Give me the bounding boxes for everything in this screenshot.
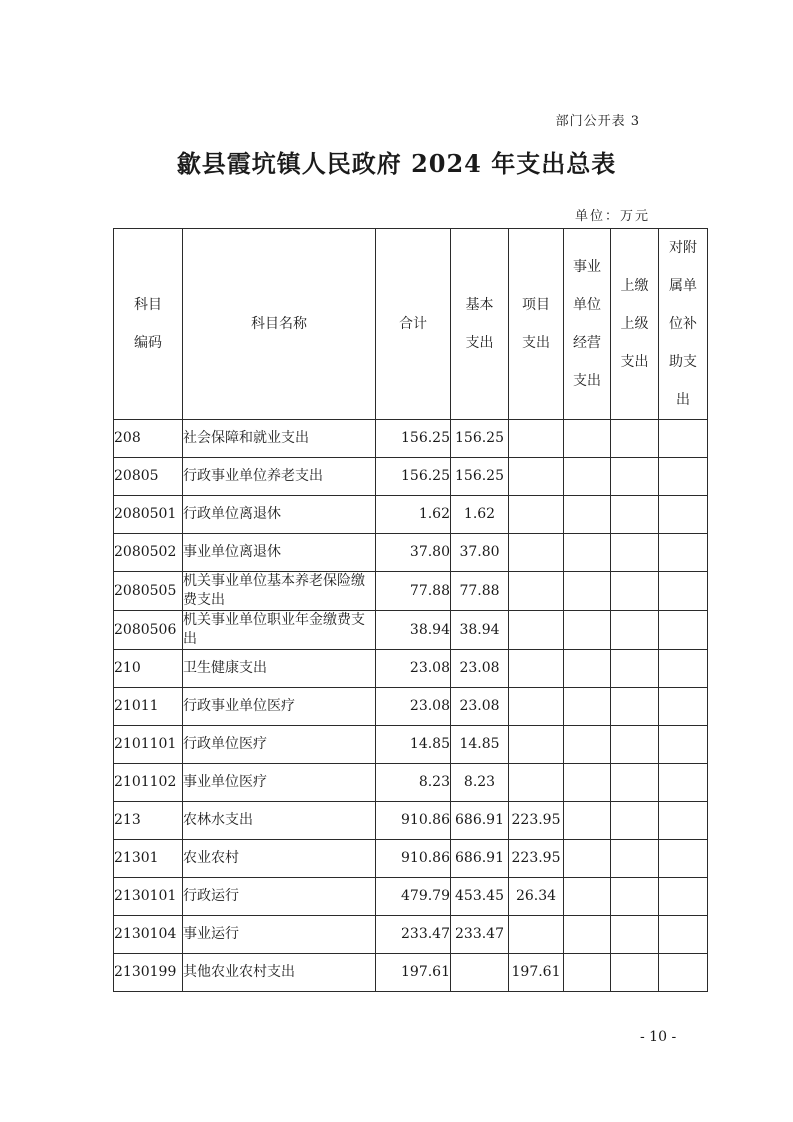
cell-basic: 453.45 [451,878,509,916]
cell-code: 2101101 [114,726,183,764]
table-body [114,420,708,992]
col-header-subsidy [659,229,708,420]
unit-label: 单位：万元 [574,209,650,224]
cell-name: 事业单位离退休 [183,534,376,572]
cell-project [509,572,564,611]
cell-name: 卫生健康支出 [183,650,376,688]
table-row [114,688,708,726]
cell-code: 2101102 [114,764,183,802]
cell-subsidy [659,496,708,534]
table-row [114,458,708,496]
cell-name: 农业农村 [183,840,376,878]
cell-code: 2130199 [114,954,183,992]
cell-operating [564,688,611,726]
cell-upper [611,954,659,992]
cell-project: 197.61 [509,954,564,992]
cell-basic: 156.25 [451,420,509,458]
cell-total: 156.25 [376,420,451,458]
col-header-total-label: 合计 [399,316,427,332]
cell-upper [611,572,659,611]
cell-subsidy [659,916,708,954]
table-row [114,764,708,802]
cell-operating [564,458,611,496]
cell-upper [611,496,659,534]
cell-total: 233.47 [376,916,451,954]
cell-upper [611,458,659,496]
table-row [114,878,708,916]
cell-subsidy [659,764,708,802]
cell-operating [564,572,611,611]
cell-operating [564,840,611,878]
cell-upper [611,420,659,458]
cell-basic: 156.25 [451,458,509,496]
cell-code: 20805 [114,458,183,496]
cell-operating [564,726,611,764]
cell-subsidy [659,420,708,458]
cell-operating [564,650,611,688]
cell-name: 行政单位医疗 [183,726,376,764]
cell-name: 行政事业单位养老支出 [183,458,376,496]
cell-basic: 23.08 [451,688,509,726]
cell-basic: 1.62 [451,496,509,534]
cell-subsidy [659,726,708,764]
cell-total: 197.61 [376,954,451,992]
cell-project [509,916,564,954]
cell-total: 1.62 [376,496,451,534]
cell-code: 208 [114,420,183,458]
cell-basic: 14.85 [451,726,509,764]
cell-name: 行政事业单位医疗 [183,688,376,726]
cell-name: 社会保障和就业支出 [183,420,376,458]
page-number: - 10 - [640,1029,677,1045]
cell-total: 479.79 [376,878,451,916]
col-header-code [114,229,183,420]
cell-basic: 233.47 [451,916,509,954]
page-title: 歙县霞坑镇人民政府 2024 年支出总表 [176,149,617,178]
cell-code: 2130101 [114,878,183,916]
cell-operating [564,496,611,534]
cell-subsidy [659,572,708,611]
cell-basic [451,954,509,992]
cell-project [509,611,564,650]
col-header-upper [611,229,659,420]
cell-subsidy [659,802,708,840]
cell-operating [564,954,611,992]
cell-subsidy [659,650,708,688]
cell-project [509,496,564,534]
cell-project: 223.95 [509,802,564,840]
cell-total: 23.08 [376,688,451,726]
cell-project [509,726,564,764]
col-header-project-label: 项目支出 [522,297,550,351]
cell-basic: 8.23 [451,764,509,802]
table-row [114,496,708,534]
cell-code: 210 [114,650,183,688]
cell-code: 2080502 [114,534,183,572]
cell-operating [564,916,611,954]
cell-subsidy [659,611,708,650]
cell-project: 223.95 [509,840,564,878]
cell-project [509,420,564,458]
table-row [114,954,708,992]
cell-subsidy [659,534,708,572]
table-row [114,534,708,572]
col-header-operating [564,229,611,420]
col-header-name [183,229,376,420]
cell-total: 910.86 [376,802,451,840]
cell-upper [611,840,659,878]
col-header-operating-label: 事业单位经营支出 [573,259,601,389]
cell-code: 2130104 [114,916,183,954]
cell-operating [564,802,611,840]
table-row [114,916,708,954]
cell-upper [611,688,659,726]
cell-total: 8.23 [376,764,451,802]
cell-project [509,688,564,726]
cell-upper [611,726,659,764]
cell-operating [564,878,611,916]
cell-upper [611,611,659,650]
table-row [114,802,708,840]
cell-project [509,534,564,572]
col-header-subsidy-label: 对附属单位补助支出 [669,240,697,408]
doc-label: 部门公开表 3 [555,114,640,129]
cell-subsidy [659,688,708,726]
cell-basic: 686.91 [451,802,509,840]
cell-name: 行政运行 [183,878,376,916]
cell-operating [564,611,611,650]
cell-code: 21301 [114,840,183,878]
cell-operating [564,420,611,458]
col-header-basic [451,229,509,420]
cell-total: 910.86 [376,840,451,878]
cell-name: 机关事业单位职业年金缴费支出 [183,611,376,650]
cell-total: 14.85 [376,726,451,764]
cell-name: 其他农业农村支出 [183,954,376,992]
col-header-total [376,229,451,420]
cell-subsidy [659,458,708,496]
cell-basic: 38.94 [451,611,509,650]
cell-project [509,458,564,496]
cell-upper [611,878,659,916]
cell-project: 26.34 [509,878,564,916]
header-row [114,229,708,420]
expenditure-table [113,228,708,992]
cell-code: 2080501 [114,496,183,534]
cell-name: 行政单位离退休 [183,496,376,534]
cell-code: 21011 [114,688,183,726]
col-header-project [509,229,564,420]
cell-name: 事业运行 [183,916,376,954]
cell-basic: 23.08 [451,650,509,688]
cell-code: 2080505 [114,572,183,611]
table-row [114,650,708,688]
cell-upper [611,650,659,688]
col-header-upper-label: 上缴上级支出 [620,278,649,370]
cell-project [509,764,564,802]
cell-total: 156.25 [376,458,451,496]
cell-total: 77.88 [376,572,451,611]
cell-basic: 37.80 [451,534,509,572]
cell-upper [611,764,659,802]
cell-basic: 77.88 [451,572,509,611]
cell-operating [564,534,611,572]
col-header-name-label: 科目名称 [251,316,307,332]
cell-upper [611,534,659,572]
cell-upper [611,916,659,954]
cell-name: 事业单位医疗 [183,764,376,802]
cell-upper [611,802,659,840]
cell-subsidy [659,878,708,916]
cell-basic: 686.91 [451,840,509,878]
cell-subsidy [659,840,708,878]
table-row [114,611,708,650]
cell-project [509,650,564,688]
cell-total: 37.80 [376,534,451,572]
cell-name: 机关事业单位基本养老保险缴费支出 [183,572,376,611]
table-row [114,572,708,611]
cell-total: 23.08 [376,650,451,688]
cell-subsidy [659,954,708,992]
cell-code: 213 [114,802,183,840]
table-row [114,726,708,764]
cell-code: 2080506 [114,611,183,650]
col-header-code-label: 科目编码 [134,297,162,351]
cell-name: 农林水支出 [183,802,376,840]
table-row [114,840,708,878]
table-row [114,420,708,458]
cell-total: 38.94 [376,611,451,650]
cell-operating [564,764,611,802]
col-header-basic-label: 基本支出 [465,297,494,351]
